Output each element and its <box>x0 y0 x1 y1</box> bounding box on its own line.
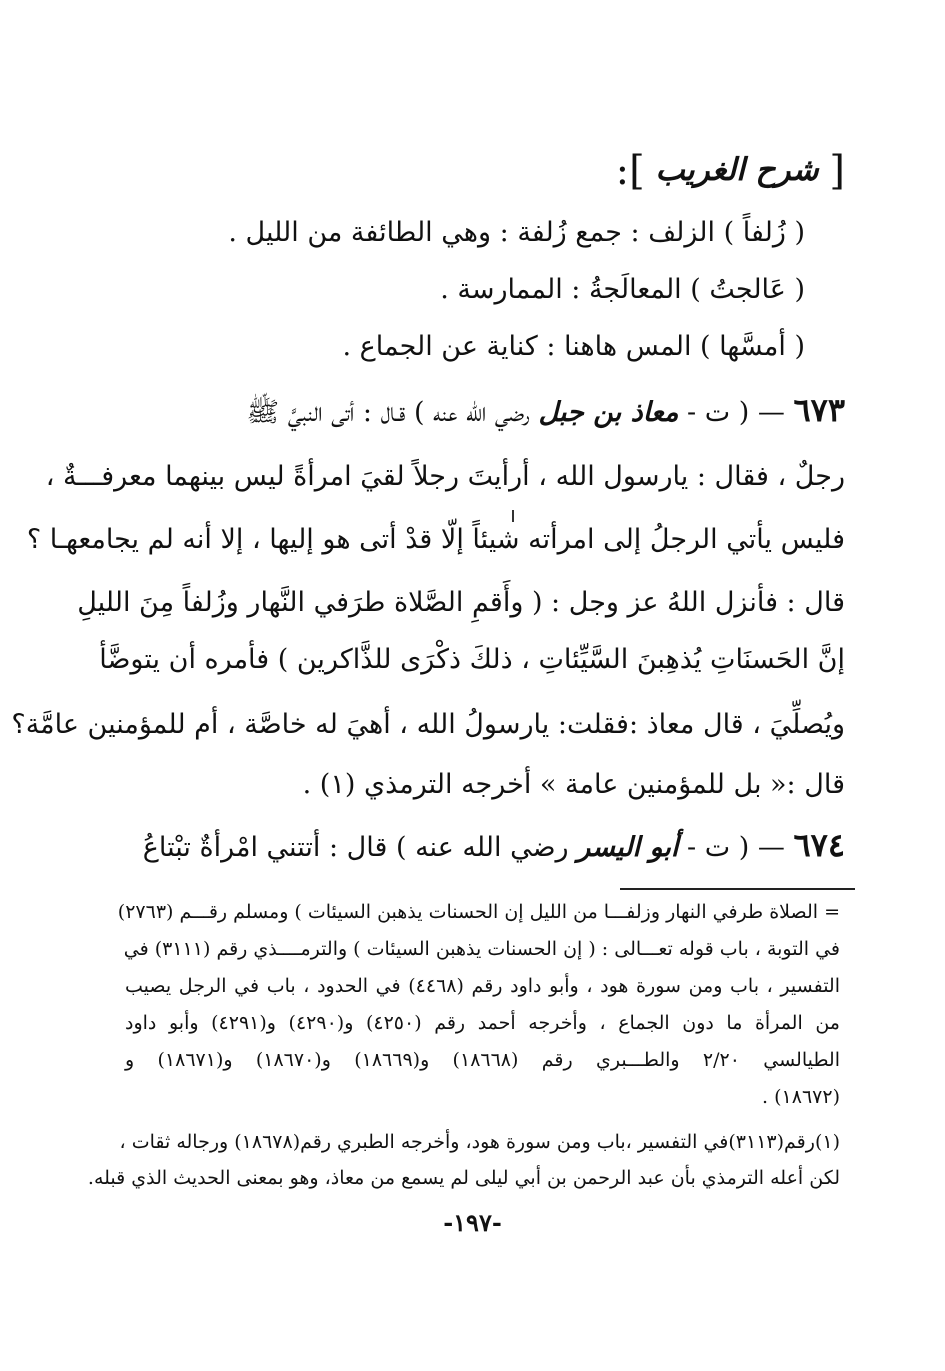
hadith-673-line-1: رجلٌ ، فقال : يارسول الله ، أرأيتَ رجلاً لقيَ امرأةً ليس بينهما معرفـــةٌ ، <box>45 461 845 492</box>
heading-bracket-open: [ <box>829 148 845 194</box>
hadith-dash: — ( ت - <box>687 397 785 428</box>
hadith-number: ٦٧٤ <box>793 826 845 864</box>
heading-text: شرح الغريب <box>655 152 819 188</box>
hadith-673-line-3: قال : فأنزل اللهُ عز وجل : ( وأَقمِ الصَّلاة طرَفي النَّهار وزُلفاً مِنَ الليلِ <box>77 587 845 618</box>
hadith-dash: — ( ت - <box>687 832 785 863</box>
footnote-line: الطيالسي ٢/٢٠ والطـــبري رقم (١٨٦٦٨) و(١٨٦٦٩) و(١٨٦٧٠) و(١٨٦٧١) و <box>125 1049 841 1071</box>
narrator-name: أبو اليسر <box>577 832 679 863</box>
hadith-opening-text: رضي الله عنه ) قـال : أتى النبيَّ ﷺ <box>246 397 530 428</box>
margin-mark <box>512 510 514 522</box>
heading-bracket-close: ]: <box>615 148 645 194</box>
footnote-line: (١٨٦٧٢) . <box>762 1086 840 1108</box>
glossary-entry-amassaha: ( أمسَّها ) المس هاهنا : كناية عن الجماع . <box>342 331 805 362</box>
footnote-1-line: (١)رقم(٣١١٣)في التفسير ،باب ومن سورة هود، وأخرجه الطبري رقم(١٨٦٧٨) ورجاله ثقات ، <box>119 1131 840 1153</box>
page-number: -١٩٧- <box>443 1208 502 1237</box>
hadith-673-line-5: ويُصلِّيَ ، قال معاذ :فقلت: يارسولُ الله ، أهيَ له خاصَّة ، أم للمؤمنين عامَّة؟ <box>11 709 845 740</box>
footnote-line: = الصلاة طرفي النهار وزلفـــا من الليل إن الحسنات يذهبن السيئات ) ومسلم رقـــم (٢٧٦٣) <box>117 901 840 923</box>
glossary-entry-zulafan: ( زُلفاً ) الزلف : جمع زُلفة : وهي الطائفة من الليل . <box>228 217 805 248</box>
hadith-opening-text: رضي الله عنه ) قال : أتتني امْرأةٌ تبْتاعُ <box>142 832 569 863</box>
narrator-name: معاذ بن جبل <box>538 397 679 428</box>
glossary-entry-alajtu: ( عَالجتُ ) المعالَجةُ : الممارسة . <box>440 274 805 305</box>
footnote-1-line: لكن أعله الترمذي بأن عبد الرحمن بن أبي ليلى لم يسمع من معاذ، وهو بمعنى الحديث الذي قبله. <box>87 1167 840 1189</box>
hadith-673-opening <box>120 390 845 433</box>
footnote-separator <box>620 888 855 890</box>
footnote-line: في التوبة ، باب قوله تعـــالى : ( إن الحسنات يذهبن السيئات ) والترمــــذي رقم (٣١١١) في <box>123 938 840 960</box>
glossary-heading <box>120 148 845 194</box>
hadith-674-opening <box>120 825 845 868</box>
hadith-673-line-2: فليس يأتي الرجلُ إلى امرأته شيئاً إلّا قدْ أتى هو إليها ، إلا أنه لم يجامعهـا ؟ <box>26 524 845 555</box>
footnote-line: التفسير ، باب ومن سورة هود ، وأبو داود رقم (٤٤٦٨) في الحدود ، باب في الرجل يصيب <box>125 975 841 997</box>
footnote-line: من المرأة ما دون الجماع ، وأخرجه أحمد رقم (٤٢٥٠) و(٤٢٩٠) و(٤٢٩١) وأبو داود <box>125 1012 840 1034</box>
hadith-673-line-6: قال :« بل للمؤمنين عامة » أخرجه الترمذي (١) . <box>302 769 845 800</box>
hadith-673-line-4: إنَّ الحَسنَاتِ يُذهِبنَ السَّيِّئاتِ ، ذلكَ ذكْرَى للذَّاكرين ) فأمره أن يتوضَّأ <box>99 644 845 675</box>
hadith-number: ٦٧٣ <box>793 391 845 429</box>
